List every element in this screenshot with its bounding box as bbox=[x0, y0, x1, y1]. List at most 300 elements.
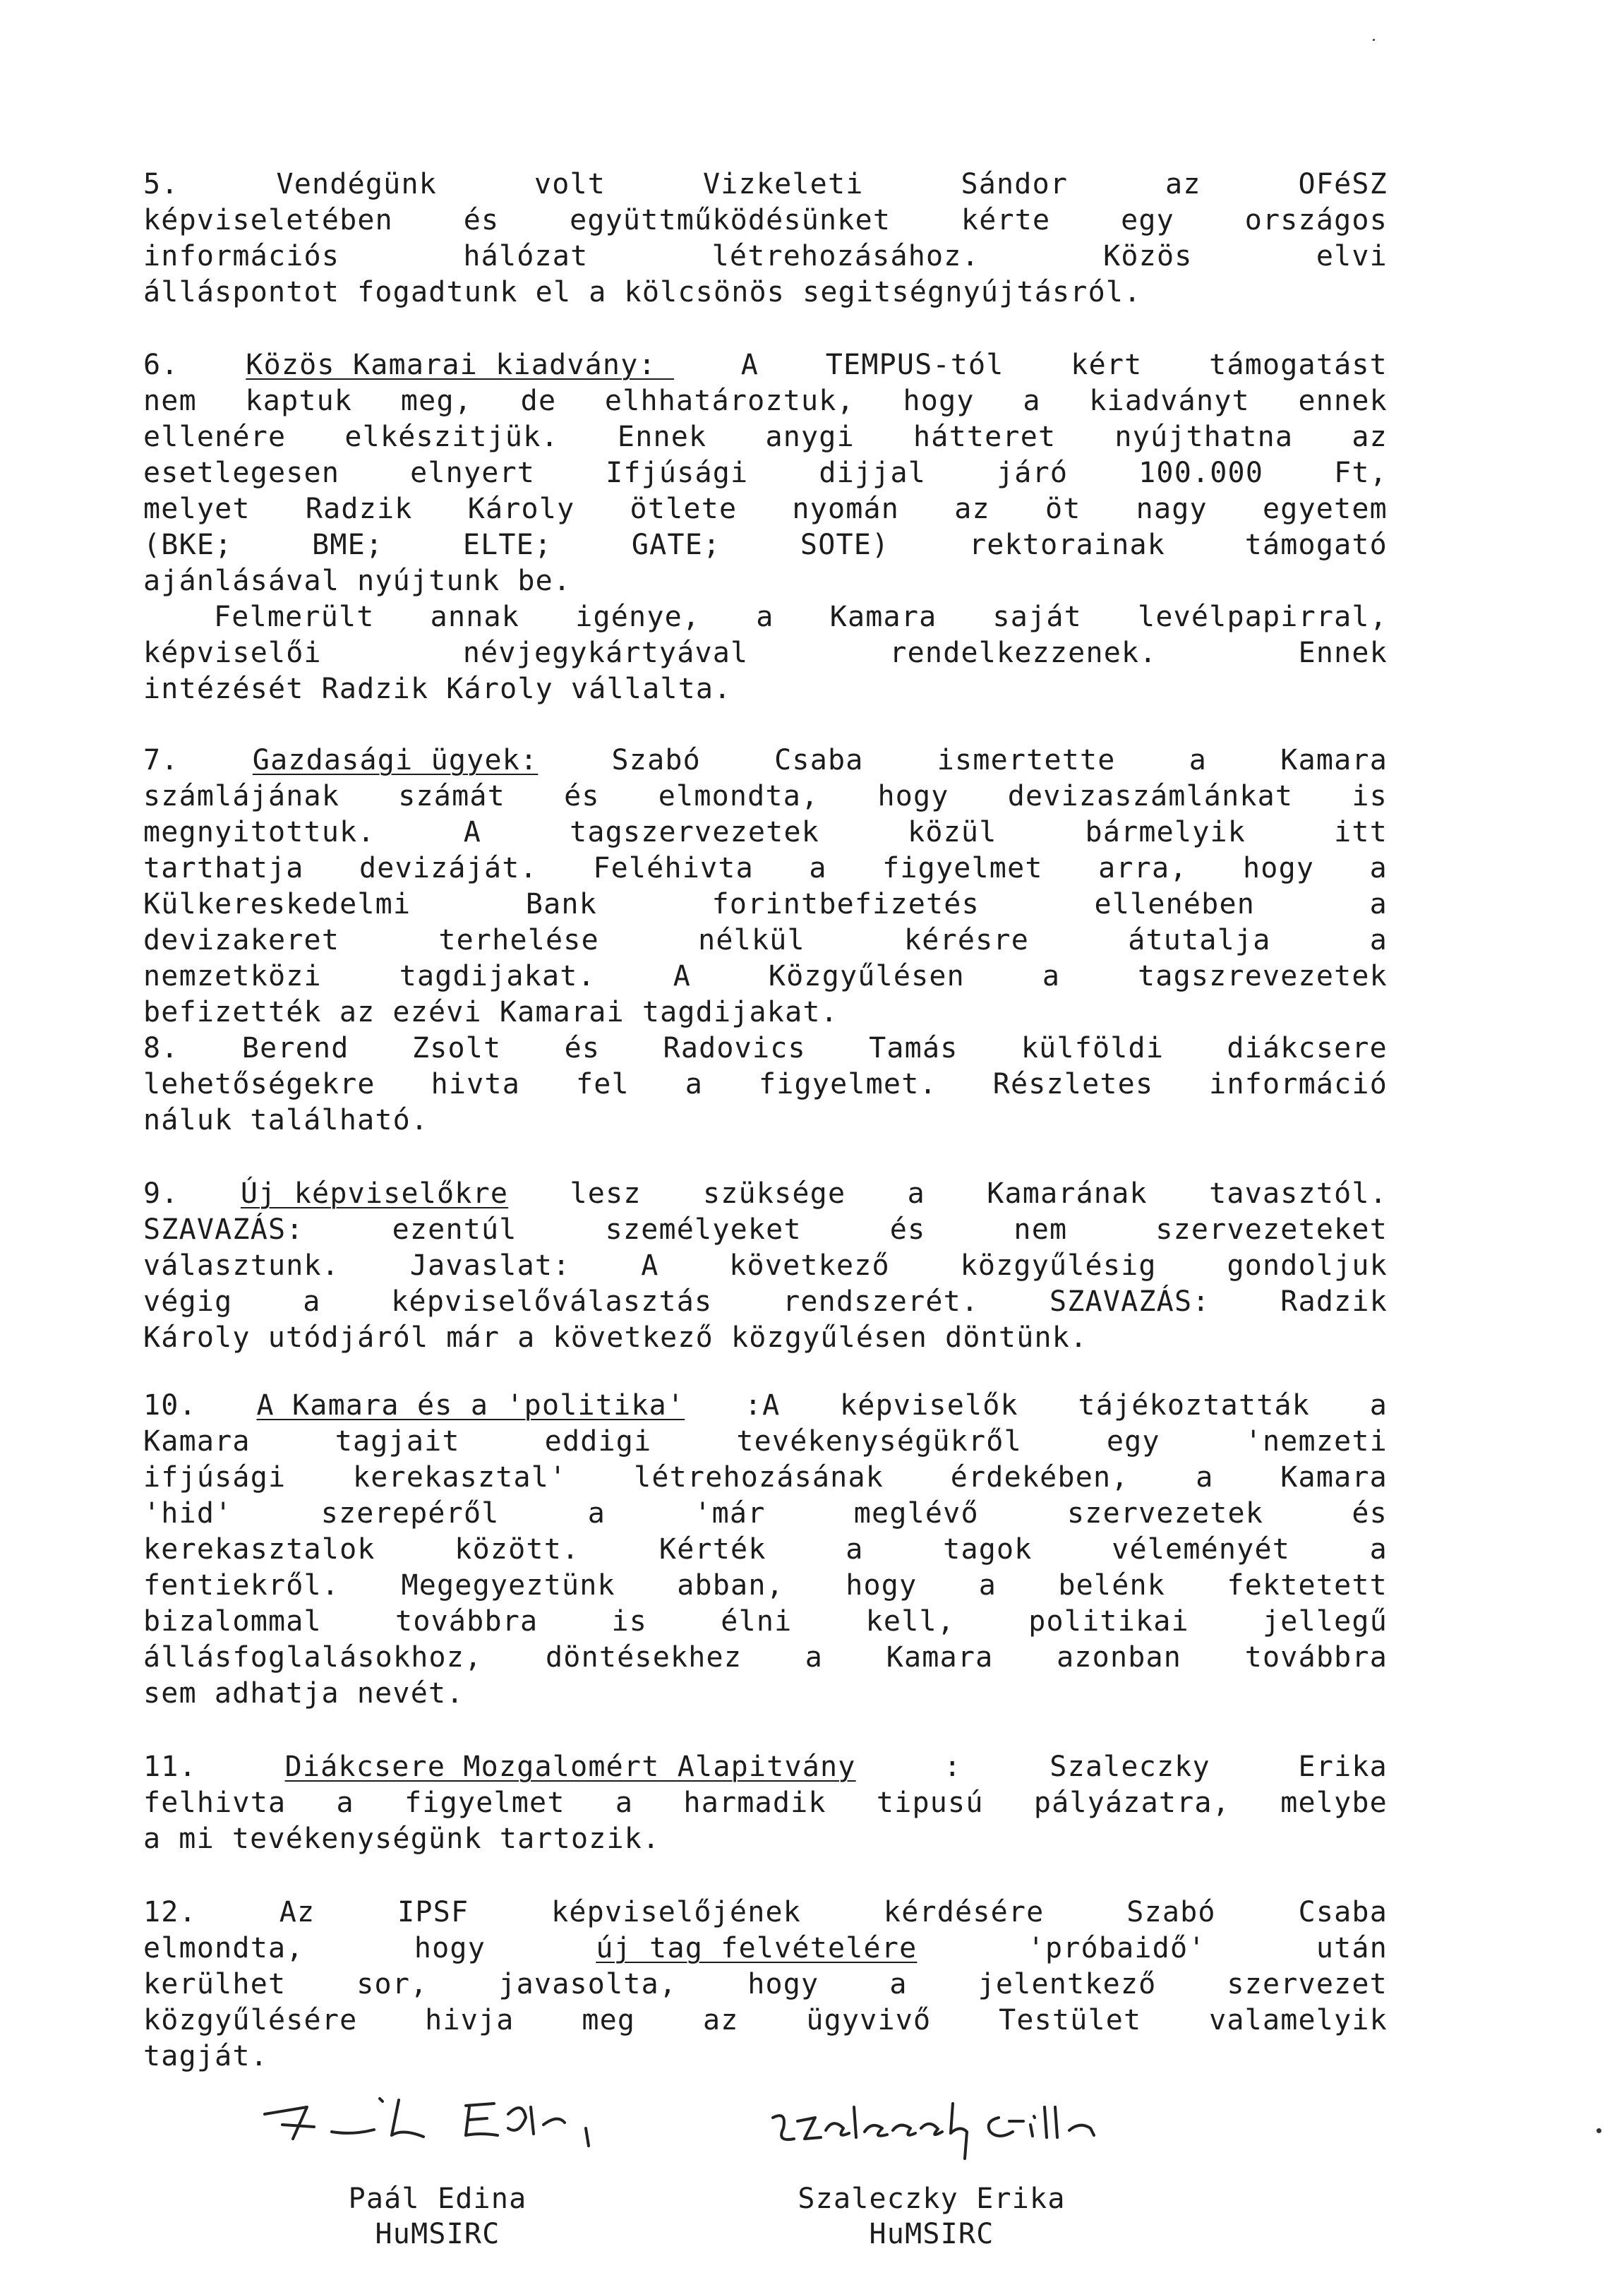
text-line bbox=[143, 1177, 1388, 1213]
text-line bbox=[143, 816, 1388, 852]
text-line bbox=[143, 421, 1388, 457]
word: A bbox=[641, 1249, 659, 1282]
word: hálózat bbox=[463, 240, 589, 272]
text-line bbox=[143, 1032, 1388, 1068]
word: a bbox=[589, 276, 607, 308]
word: tagdijakat. bbox=[642, 996, 838, 1028]
word: hivja bbox=[425, 2004, 515, 2036]
word: gondoljuk bbox=[1227, 1249, 1388, 1282]
word: nevét. bbox=[356, 1677, 464, 1710]
word: meg, bbox=[400, 385, 473, 417]
word: kerülhet bbox=[143, 1968, 287, 2000]
text-line bbox=[143, 349, 1388, 385]
text-line bbox=[143, 1497, 1388, 1533]
word: devizakeret bbox=[143, 924, 340, 956]
text-line bbox=[143, 168, 1388, 204]
word: a bbox=[907, 1177, 925, 1210]
word: rektorainak bbox=[968, 529, 1166, 561]
word: 'hid' bbox=[143, 1497, 233, 1530]
word: végig bbox=[143, 1285, 233, 1318]
word: közgyűlésére bbox=[143, 2004, 358, 2036]
word: diákcsere bbox=[1227, 1032, 1388, 1064]
word: ezentúl bbox=[392, 1213, 517, 1246]
word: hivta bbox=[431, 1068, 521, 1100]
text-line bbox=[143, 2040, 1388, 2076]
word: számlájának bbox=[143, 780, 340, 812]
word: létrehozásához. bbox=[711, 240, 980, 272]
word: egy bbox=[1106, 1425, 1160, 1458]
word: 6. bbox=[143, 349, 179, 381]
word: utódjáról bbox=[267, 1321, 429, 1354]
word: élni bbox=[721, 1605, 793, 1638]
word: kerekasztal' bbox=[352, 1461, 567, 1494]
text-line bbox=[143, 2004, 1388, 2040]
signature-block-1 bbox=[282, 2181, 593, 2252]
word: Kamara bbox=[143, 1425, 251, 1458]
paragraph-item-9 bbox=[143, 1177, 1388, 1357]
word: befizették bbox=[143, 996, 322, 1028]
word: Csaba bbox=[1298, 1896, 1388, 1928]
word: náluk bbox=[143, 1104, 233, 1136]
word: tájékoztatták bbox=[1078, 1389, 1311, 1422]
text-line bbox=[143, 960, 1388, 996]
text-line bbox=[143, 1932, 1388, 1968]
word: következő bbox=[553, 1321, 714, 1354]
word: személyeket bbox=[605, 1213, 802, 1246]
word: Szaleczky bbox=[1049, 1751, 1210, 1783]
word: a bbox=[1023, 385, 1041, 417]
word: megnyitottuk. bbox=[143, 816, 375, 848]
text-line bbox=[143, 385, 1388, 421]
word: jelentkező bbox=[978, 1968, 1157, 2000]
word: és bbox=[1352, 1497, 1388, 1530]
word: arra, bbox=[1098, 852, 1188, 884]
word: hogy bbox=[877, 780, 949, 812]
word: ismertette bbox=[937, 744, 1116, 776]
word: választunk. bbox=[143, 1249, 340, 1282]
word: adhatja bbox=[214, 1677, 339, 1710]
word: ifjúsági bbox=[143, 1461, 287, 1494]
word: Megegyeztünk bbox=[401, 1569, 615, 1602]
word: tagok bbox=[943, 1533, 1033, 1566]
word: a bbox=[1196, 1461, 1214, 1494]
word: képviselői bbox=[143, 637, 322, 669]
word: kérdésére bbox=[883, 1896, 1045, 1928]
word: kért bbox=[1071, 349, 1143, 381]
word: hátteret bbox=[913, 421, 1057, 453]
text-line bbox=[143, 1104, 1388, 1140]
paragraph-item-5 bbox=[143, 168, 1388, 312]
word: a bbox=[1369, 924, 1388, 956]
word: a bbox=[1042, 960, 1061, 992]
word: nyújtunk bbox=[357, 565, 500, 597]
word: Tamás bbox=[869, 1032, 958, 1064]
word: fentiekről. bbox=[143, 1569, 340, 1602]
word: elmondta, bbox=[143, 1932, 304, 1964]
word: fektetett bbox=[1227, 1569, 1388, 1602]
word: a bbox=[517, 1321, 536, 1354]
text-line bbox=[143, 457, 1388, 493]
word: Kamara bbox=[1280, 1461, 1388, 1494]
word: Szabó bbox=[1126, 1896, 1216, 1928]
word: Sándor bbox=[961, 168, 1069, 200]
word: tagjait bbox=[335, 1425, 460, 1458]
underlined-heading: új tag felvételére bbox=[596, 1932, 918, 1964]
word: található. bbox=[250, 1104, 429, 1136]
word: levélpapirral, bbox=[1138, 601, 1388, 633]
text-line bbox=[143, 1823, 1388, 1859]
word: öt bbox=[1045, 493, 1081, 525]
word: Az bbox=[279, 1896, 315, 1928]
word: hogy bbox=[1243, 852, 1315, 884]
word: Zsolt bbox=[411, 1032, 502, 1064]
word: politikai bbox=[1028, 1605, 1189, 1638]
text-line bbox=[143, 1068, 1388, 1104]
underlined-heading: Diákcsere Mozgalomért Alapitvány bbox=[284, 1751, 856, 1783]
word: Javaslat: bbox=[409, 1249, 571, 1282]
word: Kamarának bbox=[987, 1177, 1148, 1210]
word: kaptuk bbox=[245, 385, 353, 417]
word: Feléhivta bbox=[593, 852, 754, 884]
word: : bbox=[944, 1751, 962, 1783]
underlined-heading: Közös Kamarai kiadvány: bbox=[246, 349, 675, 381]
text-line bbox=[143, 637, 1388, 673]
word: pályázatra, bbox=[1033, 1787, 1230, 1819]
word: SZAVAZÁS: bbox=[143, 1213, 304, 1246]
text-line bbox=[143, 1321, 1388, 1357]
word: 'nemzeti bbox=[1244, 1425, 1388, 1458]
word: Részletes bbox=[992, 1068, 1154, 1100]
word: után bbox=[1316, 1932, 1388, 1964]
text-line bbox=[143, 493, 1388, 529]
paragraph-item-7-8 bbox=[143, 744, 1388, 1140]
word: és bbox=[564, 780, 600, 812]
word: tipusú bbox=[876, 1787, 984, 1819]
word: információs bbox=[143, 240, 340, 272]
word: Károly bbox=[143, 1321, 251, 1354]
word: igénye, bbox=[575, 601, 701, 633]
word: dijjal bbox=[819, 457, 927, 489]
word: Ennek bbox=[617, 421, 707, 453]
word: közgyűlésen bbox=[730, 1321, 928, 1354]
word: vállalta. bbox=[570, 673, 732, 705]
text-line bbox=[143, 1213, 1388, 1249]
word: elhhatároztuk, bbox=[604, 385, 855, 417]
word: állásfoglalásokhoz, bbox=[143, 1641, 483, 1674]
word: már bbox=[446, 1321, 500, 1354]
word: figyelmet. bbox=[758, 1068, 937, 1100]
word: ötlete bbox=[630, 493, 738, 525]
word: a bbox=[805, 1641, 824, 1674]
word: Radovics bbox=[663, 1032, 806, 1064]
word: kerekasztalok bbox=[143, 1533, 375, 1566]
word: a bbox=[1369, 852, 1388, 884]
word: felhivta bbox=[143, 1787, 287, 1819]
word: 8. bbox=[143, 1032, 179, 1064]
word: abban, bbox=[677, 1569, 784, 1602]
word: 'már bbox=[694, 1497, 766, 1530]
text-line bbox=[143, 744, 1388, 780]
word: Közös bbox=[1103, 240, 1193, 272]
word: be. bbox=[517, 565, 572, 597]
word: a bbox=[587, 1497, 606, 1530]
word: a bbox=[846, 1533, 864, 1566]
word: nélkül bbox=[698, 924, 805, 956]
word: az bbox=[1352, 421, 1388, 453]
word: álláspontot bbox=[143, 276, 340, 308]
word: Erika bbox=[1298, 1751, 1388, 1783]
word: bármelyik bbox=[1085, 816, 1246, 848]
word: meglévő bbox=[853, 1497, 979, 1530]
word: Kamara bbox=[886, 1641, 994, 1674]
word: Kamara bbox=[1280, 744, 1388, 776]
text-line bbox=[143, 1389, 1388, 1425]
word: 11. bbox=[143, 1751, 197, 1783]
word: közül bbox=[908, 816, 997, 848]
word: Kamarai bbox=[499, 996, 625, 1028]
word: ellenében bbox=[1094, 888, 1256, 920]
word: információ bbox=[1209, 1068, 1388, 1100]
word: BME; bbox=[312, 529, 384, 561]
signer-name: Paál Edina bbox=[348, 2183, 527, 2215]
word: mi bbox=[179, 1823, 215, 1855]
word: az bbox=[954, 493, 990, 525]
word: Károly bbox=[467, 493, 575, 525]
word: 7. bbox=[143, 744, 179, 776]
word: elkészitjük. bbox=[344, 421, 559, 453]
word: országos bbox=[1244, 204, 1388, 236]
word: nyomán bbox=[792, 493, 900, 525]
word: TEMPUS-tól bbox=[825, 349, 1004, 381]
word: és bbox=[463, 204, 500, 236]
word: elnyert bbox=[410, 457, 536, 489]
word: kérte bbox=[961, 204, 1051, 236]
word: ezévi bbox=[392, 996, 482, 1028]
word: képviselőválasztás bbox=[391, 1285, 713, 1318]
paragraph-item-11 bbox=[143, 1751, 1388, 1859]
word: lehetőségekre bbox=[143, 1068, 375, 1100]
word: SZAVAZÁS: bbox=[1049, 1285, 1210, 1318]
underlined-heading: A Kamara és a 'politika' bbox=[256, 1389, 685, 1422]
word: tevékenységükről bbox=[736, 1425, 1022, 1458]
word: fel bbox=[575, 1068, 630, 1100]
word: járó bbox=[997, 457, 1069, 489]
word: forintbefizetés bbox=[711, 888, 980, 920]
word: melyet bbox=[143, 493, 251, 525]
word: nemzetközi bbox=[143, 960, 322, 992]
word: hogy bbox=[903, 385, 975, 417]
word: harmadik bbox=[683, 1787, 826, 1819]
text-line bbox=[143, 924, 1388, 960]
word: képviseletében bbox=[143, 204, 393, 236]
word: kölcsönös bbox=[624, 276, 786, 308]
word: Károly bbox=[446, 673, 553, 705]
word: Radzik bbox=[321, 673, 429, 705]
word: szervezeteket bbox=[1155, 1213, 1388, 1246]
word: ELTE; bbox=[462, 529, 553, 561]
word: Kérték bbox=[658, 1533, 766, 1566]
word: Külkereskedelmi bbox=[143, 888, 411, 920]
signer-org: HuMSIRC bbox=[375, 2218, 500, 2250]
text-line bbox=[143, 565, 1388, 601]
word: a bbox=[336, 1787, 354, 1819]
text-line bbox=[143, 601, 1388, 637]
text-line bbox=[143, 1425, 1388, 1461]
word: a bbox=[615, 1787, 634, 1819]
word: Csaba bbox=[774, 744, 864, 776]
text-line bbox=[143, 1533, 1388, 1569]
text-line bbox=[143, 1968, 1388, 2004]
word: a bbox=[1369, 1389, 1388, 1422]
word: tagját. bbox=[143, 2040, 268, 2072]
word: nem bbox=[1014, 1213, 1068, 1246]
word: a bbox=[809, 852, 827, 884]
word: továbbra bbox=[1244, 1641, 1388, 1674]
scan-speck bbox=[1596, 2128, 1601, 2133]
word: nagy bbox=[1136, 493, 1208, 525]
word: a bbox=[1369, 888, 1388, 920]
word: támogatást bbox=[1209, 349, 1388, 381]
word: a bbox=[889, 1968, 908, 2000]
word: tagszrevezetek bbox=[1138, 960, 1388, 992]
text-line bbox=[143, 1285, 1388, 1321]
word: 100.000 bbox=[1138, 457, 1264, 489]
word: nyújthatna bbox=[1114, 421, 1294, 453]
word: érdekében, bbox=[950, 1461, 1129, 1494]
word: elmondta, bbox=[658, 780, 819, 812]
word: A bbox=[463, 816, 482, 848]
word: képviselőjének bbox=[551, 1896, 802, 1928]
word: az bbox=[339, 996, 375, 1028]
word: annak bbox=[430, 601, 520, 633]
word: hogy bbox=[747, 1968, 819, 2000]
signature-block-2 bbox=[748, 2181, 1115, 2252]
signature-paal-edina-icon bbox=[254, 2086, 649, 2164]
word: szerepéről bbox=[320, 1497, 500, 1530]
word: is bbox=[1352, 780, 1388, 812]
word: 10. bbox=[143, 1389, 197, 1422]
word: szervezetek bbox=[1067, 1497, 1264, 1530]
word: együttműködésünket bbox=[570, 204, 891, 236]
text-line bbox=[143, 996, 1388, 1032]
word: de bbox=[520, 385, 557, 417]
word: Ennek bbox=[1298, 637, 1388, 669]
word: terhelése bbox=[438, 924, 599, 956]
word: egyetem bbox=[1262, 493, 1388, 525]
word: Testület bbox=[999, 2004, 1142, 2036]
word: A bbox=[740, 349, 759, 381]
word: a bbox=[978, 1569, 997, 1602]
text-line bbox=[143, 1751, 1388, 1787]
underlined-heading: Új képviselőkre bbox=[240, 1177, 509, 1210]
paragraph-item-6 bbox=[143, 349, 1388, 709]
word: jellegű bbox=[1263, 1605, 1388, 1638]
word: el bbox=[535, 276, 572, 308]
word: A bbox=[673, 960, 691, 992]
word: Bank bbox=[525, 888, 597, 920]
word: továbbra bbox=[395, 1605, 539, 1638]
word: ajánlásával bbox=[143, 565, 340, 597]
word: devizáját. bbox=[359, 852, 538, 884]
paragraph-item-12 bbox=[143, 1896, 1388, 2076]
word: eddigi bbox=[544, 1425, 652, 1458]
word: tagszervezetek bbox=[570, 816, 820, 848]
word: ennek bbox=[1298, 385, 1388, 417]
word: Felmerült bbox=[214, 601, 375, 633]
word: (BKE; bbox=[143, 529, 233, 561]
text-line bbox=[143, 780, 1388, 816]
word: döntünk. bbox=[945, 1321, 1088, 1354]
word: a bbox=[303, 1285, 321, 1318]
word: a bbox=[756, 601, 774, 633]
word: melybe bbox=[1280, 1787, 1388, 1819]
word: segitségnyújtásról. bbox=[802, 276, 1142, 308]
text-line bbox=[143, 529, 1388, 565]
word: az bbox=[1165, 168, 1201, 200]
word: devizaszámlánkat bbox=[1007, 780, 1294, 812]
scan-speck bbox=[1373, 39, 1375, 41]
text-line bbox=[143, 1605, 1388, 1641]
word: következő bbox=[729, 1249, 890, 1282]
word: figyelmet bbox=[882, 852, 1043, 884]
word: hogy bbox=[846, 1569, 918, 1602]
text-line bbox=[143, 1787, 1388, 1823]
word: Kamara bbox=[829, 601, 937, 633]
word: rendelkezzenek. bbox=[889, 637, 1157, 669]
word: volt bbox=[534, 168, 606, 200]
word: figyelmet bbox=[404, 1787, 565, 1819]
word: lesz bbox=[570, 1177, 642, 1210]
word: létrehozásának bbox=[634, 1461, 884, 1494]
text-line bbox=[143, 673, 1388, 709]
text-line bbox=[143, 204, 1388, 240]
text-line bbox=[143, 1461, 1388, 1497]
word: Szabó bbox=[611, 744, 701, 776]
word: 12. bbox=[143, 1896, 197, 1928]
word: valamelyik bbox=[1209, 2004, 1388, 2036]
paragraph-item-10 bbox=[143, 1389, 1388, 1713]
word: meg bbox=[582, 2004, 636, 2036]
word: 5. bbox=[143, 168, 179, 200]
word: ellenére bbox=[143, 421, 287, 453]
word: átutalja bbox=[1128, 924, 1271, 956]
word: saját bbox=[992, 601, 1082, 633]
word: anygi bbox=[765, 421, 855, 453]
word: a bbox=[685, 1068, 704, 1100]
word: hogy bbox=[414, 1932, 486, 1964]
word: tavasztól. bbox=[1209, 1177, 1388, 1210]
word: számát bbox=[398, 780, 505, 812]
word: belénk bbox=[1058, 1569, 1166, 1602]
word: tagdijakat. bbox=[399, 960, 596, 992]
word: :A bbox=[744, 1389, 781, 1422]
word: 9. bbox=[143, 1177, 179, 1210]
word: Vendégünk bbox=[276, 168, 438, 200]
word: ügyvivő bbox=[806, 2004, 932, 2036]
word: a bbox=[1189, 744, 1208, 776]
text-line bbox=[143, 888, 1388, 924]
word: rendszerét. bbox=[783, 1285, 980, 1318]
word: a bbox=[143, 1823, 162, 1855]
word: és bbox=[889, 1213, 926, 1246]
word: SOTE) bbox=[800, 529, 890, 561]
word: 'próbaidő' bbox=[1027, 1932, 1206, 1964]
word: Radzik bbox=[1280, 1285, 1388, 1318]
word: esetlegesen bbox=[143, 457, 340, 489]
word: kell, bbox=[865, 1605, 956, 1638]
text-line bbox=[143, 1677, 1388, 1713]
word: tarthatja bbox=[143, 852, 304, 884]
